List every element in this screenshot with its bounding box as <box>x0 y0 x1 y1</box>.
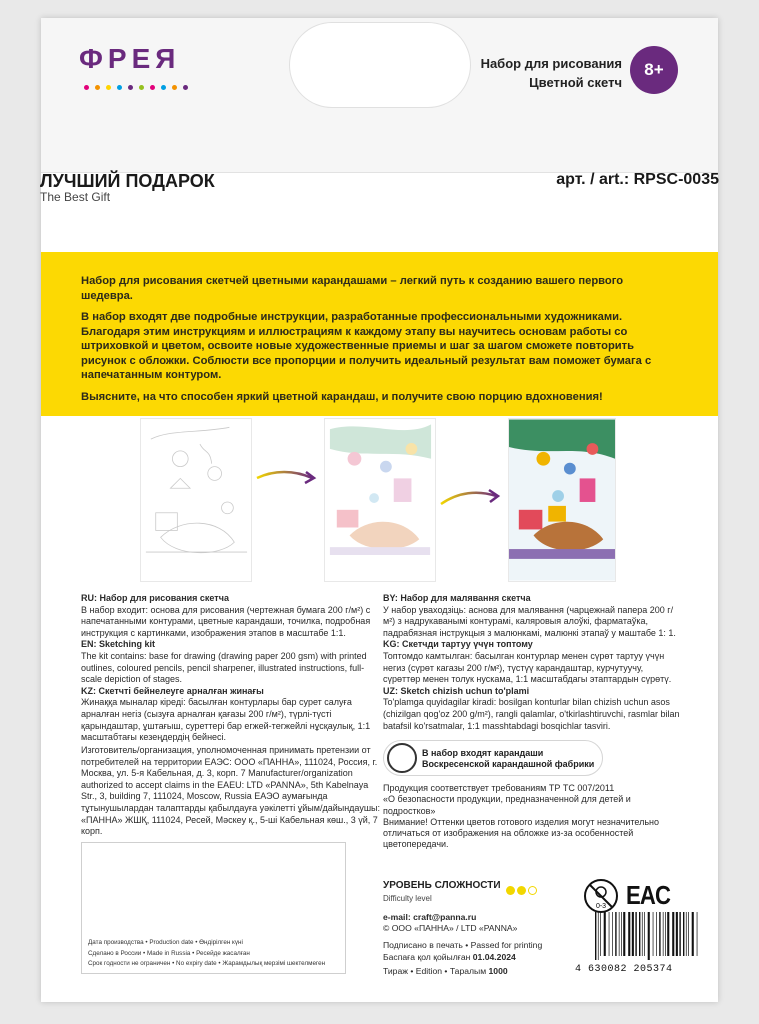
conformity-info <box>383 783 683 851</box>
intro-panel <box>41 252 718 416</box>
logo-dot <box>139 85 144 90</box>
best-gift-subtitle: The Best Gift <box>40 190 111 204</box>
conformity-line-1: Продукция соответствует требованиям ТР ТС 007/2011 <box>383 783 615 793</box>
difficulty-dot <box>506 886 515 895</box>
print-info <box>383 940 542 963</box>
logo-dots <box>81 78 191 96</box>
date-line-1: Дата производства • Production date • Өндірілген күні <box>88 939 243 946</box>
barcode-number: 4 630082 205374 <box>575 964 673 975</box>
pencil-sketch <box>325 419 435 581</box>
outline-sketch <box>141 419 251 581</box>
hang-hole <box>289 22 471 108</box>
email-label: e-mail: <box>383 912 414 922</box>
desc-uz-text: To'plamga quyidagilar kiradi: bosilgan konturlar bilan chizish uchun asos (chizilgan qog'oz 200 g/m²), rangli qalamlar, o'tkirlashtiruvchi, rasmlar bilan batafsil ko'rsatmalar, 1:1 masshtabdagi bosqichlar tasviri. <box>383 697 680 731</box>
best-gift-title: ЛУЧШИЙ ПОДАРОК <box>40 171 215 191</box>
kit-title-line1: Набор для рисования <box>480 56 622 71</box>
difficulty-dot <box>517 886 526 895</box>
stage-sketch-image <box>324 418 436 582</box>
manufacturer-info: Изготовитель/организация, уполномоченная принимать претензии от потребителей на территории ЕАЭС: ООО «ПАННА», 111024, Россия, г. Москва, ул. 5-я Кабельная, д. 3, корп. 7 Manufacturer/organization authorized to accept claims in the EAEU: LTD «PANNA», 5th Kabelnaya Str., 3, building 7, 111024, Moscow, Russia ЕАЭО аумағында тұтынушылардан талаптарды қабылдауға уәкілетті ұйым/дайындаушы: «ПАННА» ЖШҚ, 111024, Ресей, Мәскеу қ., 5-ші Кабельная көш., 3 үй, 7 корп. <box>81 745 381 837</box>
edition-info <box>383 966 508 976</box>
print-date: 01.04.2024 <box>472 951 516 962</box>
logo-dot <box>117 85 122 90</box>
pencil-factory-logo-icon <box>387 743 417 773</box>
desc-by-title: BY: Набор для малявання скетча <box>383 593 531 603</box>
logo-dot <box>150 85 155 90</box>
conformity-line-2: «О безопасности продукции, предназначенной для детей и подростков» <box>383 794 631 816</box>
age-badge: 8+ <box>630 46 678 94</box>
date-line-2: Сделано в России • Made in Russia • Ресейде жасалған <box>88 949 250 957</box>
difficulty-dots <box>506 882 539 900</box>
logo-dot <box>106 85 111 90</box>
email-value: craft@panna.ru <box>413 912 477 922</box>
difficulty-label-en: Difficulty level <box>383 894 432 903</box>
brand-logo: ФРЕЯ <box>79 43 181 74</box>
desc-kg-text: Топтомдо камтылган: басылган контурлар менен сүрөт тартуу үчүн негиз (сүрөт кагазы 200 г/м²), түстүү карандаштар, курчутуучу, сүрөттөр менен толук нускама, 1:1 масштабдагы этаптардын сүрөтү. <box>383 650 672 685</box>
logo-dot <box>128 85 133 90</box>
logo-dot <box>84 85 89 90</box>
difficulty-level <box>383 880 501 903</box>
descriptions-right <box>383 593 681 732</box>
edition-value: 1000 <box>488 966 508 976</box>
date-line-3: Срок годности не ограничен • No expiry date • Жарамдылық мерзімі шектелмеген <box>88 960 326 967</box>
difficulty-label: УРОВЕНЬ СЛОЖНОСТИ <box>383 880 501 891</box>
age-warning-text: 0-3 <box>595 903 607 910</box>
arrow-2-icon <box>438 480 504 514</box>
desc-en-text: The kit contains: base for drawing (drawing paper 200 gsm) with printed outlines, coloured pencils, pencil sharpener, illustrated instructions, full-scale depiction of stages. <box>81 650 367 685</box>
desc-kz-title: KZ: Скетчті бейнелеуге арналған жинағы <box>81 685 264 696</box>
age-warning-icon <box>583 878 619 914</box>
logo-dot <box>172 85 177 90</box>
desc-ru-title: RU: Набор для рисования скетча <box>81 593 229 603</box>
desc-kg-title: KG: Скетчди тартуу үчүн топтому <box>383 639 533 650</box>
finished-drawing <box>509 419 615 581</box>
desc-en-title: EN: Sketching kit <box>81 639 156 650</box>
desc-kz-text: Жинаққа мыналар кіреді: басылған контурлары бар сурет салуға арналған негіз (сызуға арналған қағазы 200 г/м²), түрлі-түсті қарындаштар, ұштағыш, суреттері бар егжей-тегжейлі нұсқаулық, 1:1 масштабтағы кезеңдердің бейнесі. <box>81 697 371 743</box>
print-line-2-prefix: Баспаға қол қойылған <box>383 951 473 962</box>
barcode-icon <box>589 912 703 964</box>
print-line-1: Подписано в печать • Passed for printing <box>383 940 543 950</box>
kit-title <box>481 54 622 92</box>
article-number: арт. / art.: RPSC-0035 <box>556 171 719 188</box>
desc-ru-text: В набор входит: основа для рисования (чертежная бумага 200 г/м²) с напечатанными контурами, цветные карандаши, точилка, подробная инструкция с картинками, изображения этапов в масштабе 1:1. <box>81 604 371 638</box>
print-line-2 <box>383 952 542 964</box>
stage-finished-image <box>508 418 616 582</box>
eac-mark: EAC <box>626 880 671 910</box>
edition-prefix: Тираж • Edition • Таралым <box>383 966 489 976</box>
desc-by-text: У набор уваходзіць: аснова для малявання (чарцежнай папера 200 г/м²) з надрукаванымі контурамі, каляровыя алоўкі, фарматаўка, падрабязная інструкцыя з малюнкамі, малюнкі этапаў у маштабе 1: 1. <box>383 604 676 638</box>
logo-dot <box>161 85 166 90</box>
intro-paragraph-2: В набор входят две подробные инструкции, разработанные профессиональными художниками. Благодаря этим инструкциям и иллюстрациям к каждому этапу вы научитесь основам работы со штриховкой и цветом, освоите новые художественные приемы и шаг за шагом сможете повторить рисунок с обложки. Соблюсти все пропорции и получить идеальный результат вам поможет бумага с напечатанным контуром. <box>81 311 652 381</box>
desc-uz-title: UZ: Sketch chizish uchun to'plami <box>383 685 530 696</box>
pencil-line-1: В набор входят карандаши <box>422 748 544 758</box>
arrow-1-icon <box>254 456 320 490</box>
intro-paragraph-1: Набор для рисования скетчей цветными карандашами – легкий путь к созданию вашего первого шедевра. <box>81 275 624 302</box>
descriptions-left <box>81 593 371 744</box>
pencil-line-2: Воскресенской карандашной фабрики <box>422 759 595 769</box>
pencil-factory-text <box>422 748 594 770</box>
copyright: © ООО «ПАННА» / LTD «PANNA» <box>383 923 518 933</box>
kit-title-line2: Цветной скетч <box>529 75 622 90</box>
intro-paragraph-3: Выясните, на что способен яркий цветной карандаш, и получите свою порцию вдохновения! <box>81 390 603 403</box>
contact-info <box>383 912 517 934</box>
header-strip <box>41 18 718 173</box>
conformity-line-3: Внимание! Оттенки цветов готового изделия могут незначительно отличаться от изображения на обложке из-за особенностей цветопередачи. <box>383 816 660 850</box>
logo-dot <box>95 85 100 90</box>
logo-dot <box>183 85 188 90</box>
email-line <box>383 912 517 923</box>
difficulty-dot <box>528 886 537 895</box>
production-dates <box>88 938 325 970</box>
stage-outline-image <box>140 418 252 582</box>
